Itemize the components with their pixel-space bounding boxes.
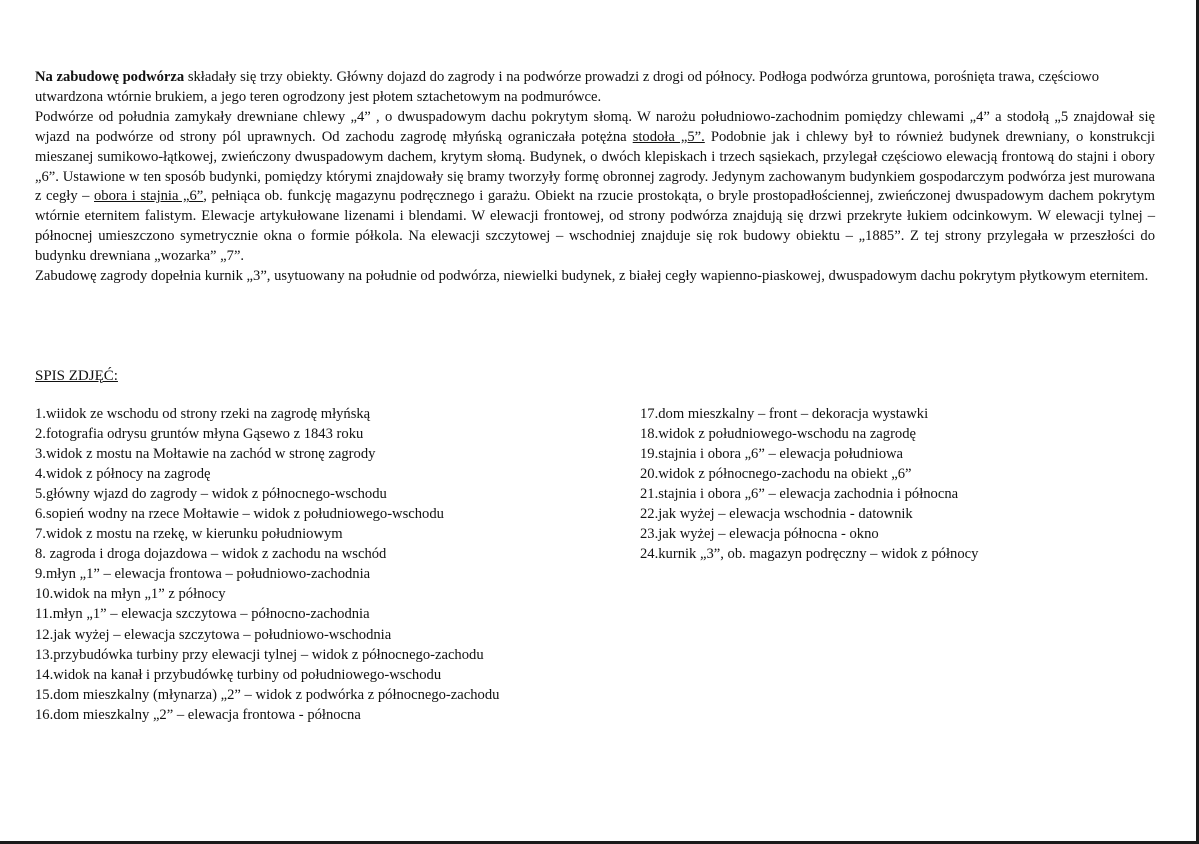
photo-list-left [35, 404, 615, 725]
photo-list-item: 7.widok z mostu na rzekę, w kierunku południowym [35, 526, 343, 543]
photo-list-item: 14.widok na kanał i przybudówkę turbiny od południowego-wschodu [35, 666, 442, 683]
photo-list-item: 18.widok z południowego-wschodu na zagrodę [640, 426, 916, 443]
photo-list-item: 20.widok z północnego-zachodu na obiekt „6” [640, 466, 912, 483]
photo-list-item: 22.jak wyżej – elewacja wschodnia - datownik [640, 506, 913, 523]
photo-list-item: 10.widok na młyn „1” z północy [35, 586, 226, 603]
photo-list-item: 4.widok z północy na zagrodę [35, 466, 211, 483]
photo-list-item: 16.dom mieszkalny „2” – elewacja frontowa - północna [35, 706, 361, 723]
photo-list-right [640, 404, 1160, 564]
photo-list-item: 8. zagroda i droga dojazdowa – widok z zachodu na wschód [35, 546, 387, 563]
photo-list-item: 19.stajnia i obora „6” – elewacja południowa [640, 446, 904, 463]
stable-reference: obora i stajnia „6” [94, 188, 204, 205]
document-body [35, 68, 1155, 287]
photo-list-item: 23.jak wyżej – elewacja północna - okno [640, 526, 879, 543]
description-part-1: Podwórze od południa zamykały drewniane chlewy „4” , o dwuspadowym dachu pokrytym słomą. W narożu południowo-zachodnim pomiędzy chlewami „4” a stodołą „5 znajdował się wjazd na podwórze od strony pól uprawnych. Od zachodu zagrodę młyńską ograniczała potężna [35, 108, 1155, 145]
description-paragraph [35, 108, 1155, 267]
photo-list-item: 17.dom mieszkalny – front – dekoracja wystawki [640, 406, 929, 422]
photo-list-item: 15.dom mieszkalny (młynarza) „2” – widok z podwórka z północnego-zachodu [35, 686, 500, 703]
photo-list-item: 9.młyn „1” – elewacja frontowa – południowo-zachodnia [35, 566, 371, 583]
photo-list-item: 5.główny wjazd do zagrody – widok z północnego-wschodu [35, 486, 387, 503]
henhouse-paragraph: Zabudowę zagrody dopełnia kurnik „3”, usytuowany na południe od podwórza, niewielki budynek, z białej cegły wapienno-piaskowej, dwuspadowym dachu pokrytym płytkowym eternitem. [35, 268, 1149, 285]
barn-reference: stodoła „5”. [632, 128, 705, 145]
photo-list-item: 24.kurnik „3”, ob. magazyn podręczny – widok z północy [640, 546, 979, 563]
photo-list-item: 6.sopień wodny na rzece Mołtawie – widok z południowego-wschodu [35, 506, 444, 523]
intro-text: składały się trzy obiekty. Główny dojazd do zagrody i na podwórze prowadzi z drogi od północy. Podłoga podwórza gruntowa, porośnięta trawa, częściowo utwardzona wtórnie brukiem, a jego teren ogrodzony jest płotem sztachetowym na podmurówce. [35, 69, 1100, 105]
photo-list-item: 1.wiidok ze wschodu od strony rzeki na zagrodę młyńską [35, 406, 371, 422]
photo-list-heading: SPIS ZDJĘĆ: [35, 368, 118, 384]
description-part-2: Podobnie jak i chlewy był to również budynek drewniany, o konstrukcji mieszanej sumikowo-łątkowej, zwieńczony dwuspadowym dachem, krytym słomą. Budynek, o dwóch klepiskach i trzech sąsiekach, przylegał częściowo elewacją frontową do stajni i obory „6”. Ustawione w ten sposób budynki, pomiędzy którymi znajdowały się bramy tworzyły formę obronnej zagrody. Jedynym zachowanym budynkiem gospodarczym podwórza jest murowana z cegły – [35, 128, 1155, 205]
intro-paragraph [35, 68, 1155, 108]
intro-bold-lead: Na zabudowę podwórza [35, 69, 185, 85]
photo-list-item: 11.młyn „1” – elewacja szczytowa – północno-zachodnia [35, 606, 370, 623]
photo-list-item: 12.jak wyżej – elewacja szczytowa – południowo-wschodnia [35, 626, 392, 643]
photo-list-item: 3.widok z mostu na Mołtawie na zachód w stronę zagrody [35, 446, 376, 463]
photo-list-item: 2.fotografia odrysu gruntów młyna Gąsewo z 1843 roku [35, 426, 364, 443]
photo-list-item: 21.stajnia i obora „6” – elewacja zachodnia i północna [640, 486, 959, 503]
photo-list-item: 13.przybudówka turbiny przy elewacji tylnej – widok z północnego-zachodu [35, 646, 484, 663]
description-part-3: , pełniąca ob. funkcję magazynu podręcznego i garażu. Obiekt na rzucie prostokąta, o bryle prostopadłościennej, zwieńczonej dwuspadowym dachem pokrytym wtórnie eternitem falistym. Elewacje artykułowane lizenami i blendami. W elewacji frontowej, od strony podwórza znajdują się drzwi przekryte łukiem odcinkowym. W elewacji tylnej – północnej umieszczono symetrycznie okna o formie półkola. Na elewacji szczytowej – wschodniej znajduje się rok budowy obiektu – „1885”. Z tej strony przylegała w przeszłości do budynku drewniana „wozarka” „7”. [35, 188, 1155, 265]
